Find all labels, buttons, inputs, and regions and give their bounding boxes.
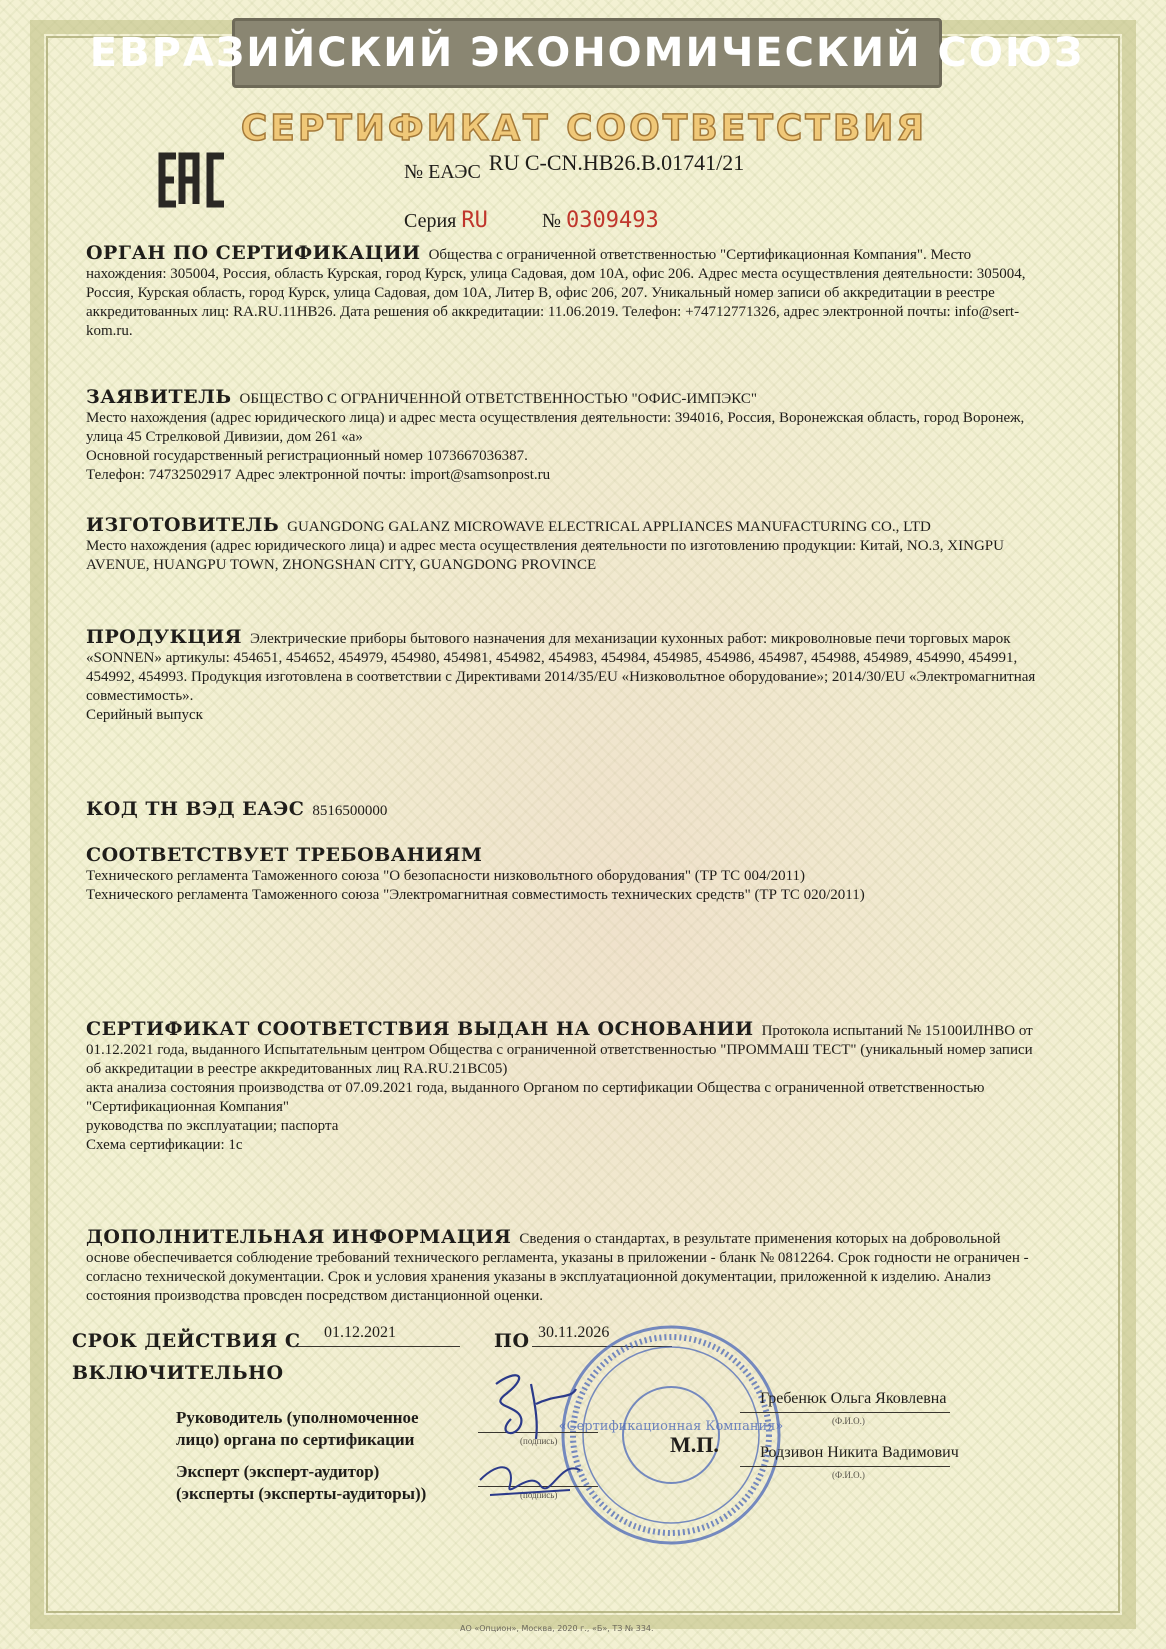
printer-footer: АО «Опцион», Москва, 2020 г., «Б», ТЗ № 334. bbox=[460, 1624, 654, 1633]
organ-heading: ОРГАН ПО СЕРТИФИКАЦИИ bbox=[86, 242, 421, 264]
manufacturer-name: GUANGDONG GALANZ MICROWAVE ELECTRICAL APPLIANCES MANUFACTURING CO., LTD bbox=[287, 519, 931, 535]
validity-to: 30.11.2026 bbox=[538, 1324, 610, 1341]
series-label: Серия bbox=[404, 210, 457, 232]
tnved-section bbox=[86, 800, 1046, 821]
additional-heading: ДОПОЛНИТЕЛЬНАЯ ИНФОРМАЦИЯ bbox=[86, 1226, 512, 1248]
organ-section bbox=[86, 244, 1046, 341]
expert-label-line-1: Эксперт (эксперт-аудитор) bbox=[176, 1462, 380, 1481]
applicant-address: Место нахождения (адрес юридического лица) и адрес места осуществления деятельности: 394016, Россия, Воронежская область, город Воронеж, улица 45 Стрелковой Дивизии, дом 261 «а» bbox=[86, 410, 1025, 445]
basis-section bbox=[86, 1020, 1046, 1155]
blank-number-value: 0309493 bbox=[565, 208, 659, 233]
complies-section bbox=[86, 846, 1046, 905]
complies-heading: СООТВЕТСТВУЕТ ТРЕБОВАНИЯМ bbox=[86, 844, 483, 866]
seal-center-text: «Сертификационная Компания» bbox=[558, 1419, 784, 1434]
head-label-line-2: лицо) органа по сертификации bbox=[176, 1430, 415, 1449]
basis-text-3: руководства по эксплуатации; паспорта bbox=[86, 1118, 339, 1134]
expert-fio-caption: (Ф.И.О.) bbox=[832, 1470, 865, 1480]
product-text: Электрические приборы бытового назначения для механизации кухонных работ: микроволновые печи торговых марок «SONNEN» артикулы: 454651, 454652, 454979, 454980, 454981, 454982, 454983, 454984, 454985, 454986, 454987, 454988, 454989, 454990, 454991, 454992, 454993. Продукция изготовлена в соответствии с Директивами 2014/35/EU «Низковольтное оборудование»; 2014/30/EU «Электромагнитная совместимость». bbox=[86, 631, 1036, 704]
basis-heading: СЕРТИФИКАТ СООТВЕТСТВИЯ ВЫДАН НА ОСНОВАНИИ bbox=[86, 1018, 754, 1040]
head-fio-caption: (Ф.И.О.) bbox=[832, 1416, 865, 1426]
tnved-heading: КОД ТН ВЭД ЕАЭС bbox=[86, 798, 305, 820]
applicant-contact: Телефон: 74732502917 Адрес электронной почты: import@samsonpost.ru bbox=[86, 467, 551, 483]
series-row bbox=[404, 208, 659, 233]
head-sign-caption: (подпись) bbox=[520, 1436, 558, 1446]
series-value: RU bbox=[461, 208, 488, 233]
applicant-ogrn: Основной государственный регистрационный номер 1073667036387. bbox=[86, 448, 528, 464]
expert-name-line bbox=[740, 1466, 950, 1467]
manufacturer-section bbox=[86, 516, 1046, 575]
expert-signature-icon bbox=[470, 1440, 590, 1510]
additional-text: Сведения о стандартах, в результате применения которых на добровольной основе обеспечивается соблюдение требований технического регламента, указаны в приложении - бланк № 0812264. Срок годности не ограничен - согласно технической документации. Срок и условия хранения указаны в эксплуатационной документации, приложенной к изделию. Анализ состояния производства провсден посредством дистанционной оценки. bbox=[86, 1231, 1029, 1304]
certificate-number-label: № ЕАЭС bbox=[404, 161, 481, 183]
head-name: Гребенюк Ольга Яковлевна bbox=[760, 1390, 947, 1407]
basis-text-4: Схема сертификации: 1с bbox=[86, 1137, 243, 1153]
applicant-name: ОБЩЕСТВО С ОГРАНИЧЕННОЙ ОТВЕТСТВЕННОСТЬЮ "ОФИС-ИМПЭКС" bbox=[239, 391, 757, 407]
manufacturer-heading: ИЗГОТОВИТЕЛЬ bbox=[86, 514, 280, 536]
stamp-place-label: М.П. bbox=[670, 1432, 719, 1457]
product-heading: ПРОДУКЦИЯ bbox=[86, 626, 242, 648]
blank-number-label: № bbox=[541, 210, 561, 232]
certificate-number-value: RU C-CN.НВ26.В.01741/21 bbox=[488, 150, 745, 175]
union-banner: ЕВРАЗИЙСКИЙ ЭКОНОМИЧЕСКИЙ СОЮЗ bbox=[232, 18, 942, 88]
additional-section bbox=[86, 1228, 1046, 1306]
validity-to-label: ПО bbox=[494, 1330, 530, 1352]
validity-label: СРОК ДЕЙСТВИЯ С bbox=[72, 1330, 301, 1352]
complies-line-2: Технического регламента Таможенного союза "Электромагнитная совместимость технических средств" (ТР ТС 020/2011) bbox=[86, 887, 865, 903]
expert-label-line-2: (эксперты (эксперты-аудиторы)) bbox=[176, 1484, 427, 1503]
complies-line-1: Технического регламента Таможенного союза "О безопасности низковольтного оборудования" (ТР ТС 004/2011) bbox=[86, 868, 806, 884]
applicant-heading: ЗАЯВИТЕЛЬ bbox=[86, 386, 232, 408]
applicant-section bbox=[86, 388, 1046, 485]
certificate-number bbox=[404, 150, 745, 184]
expert-sign-caption: (подпись) bbox=[520, 1490, 558, 1500]
manufacturer-address: Место нахождения (адрес юридического лица) и адрес места осуществления деятельности по изготовлению продукции: Китай, NO.3, XINGPU AVENUE, HUANGPU TOWN, ZHONGSHAN CITY, GUANGDONG PROVINCE bbox=[86, 538, 1004, 573]
eac-mark-icon bbox=[158, 150, 228, 210]
head-signature-icon bbox=[476, 1364, 586, 1444]
product-serial: Серийный выпуск bbox=[86, 707, 203, 723]
basis-text-2: акта анализа состояния производства от 07.09.2021 года, выданного Органом по сертификации Общества с ограниченной ответственностью "Сертификационная Компания" bbox=[86, 1080, 985, 1115]
tnved-value: 8516500000 bbox=[312, 803, 388, 819]
validity-inclusive: ВКЛЮЧИТЕЛЬНО bbox=[72, 1362, 284, 1384]
organ-text: Общества с ограниченной ответственностью "Сертификационная Компания". Место нахождения: 305004, Россия, область Курская, город Курск, улица Садовая, дом 10А, офис 206. Адрес места осуществления деятельности: 305004, Россия, Курская область, город Курск, улица Садовая, дом 10А, Литер В, офис 206, 207. Уникальный номер записи об аккредитации в реестре аккредитованных лиц: RA.RU.11НВ26. Дата решения об аккредитации: 11.06.2019. Телефон: +74712771326, адрес электронной почты: info@sert-kom.ru. bbox=[86, 247, 1026, 339]
expert-name: Родзивон Никита Вадимович bbox=[760, 1444, 959, 1461]
validity-from-line bbox=[290, 1346, 460, 1347]
validity-from: 01.12.2021 bbox=[324, 1324, 396, 1341]
product-section bbox=[86, 628, 1046, 725]
head-name-line bbox=[740, 1412, 950, 1413]
head-label-line-1: Руководитель (уполномоченное bbox=[176, 1408, 419, 1427]
certificate-title: СЕРТИФИКАТ СООТВЕТСТВИЯ bbox=[240, 108, 928, 149]
basis-text-1: Протокола испытаний № 15100ИЛНВО от 01.12.2021 года, выданного Испытательным центром Общества с ограниченной ответственностью "ПРОММАШ ТЕСТ" (уникальный номер записи об аккредитации в реестре аккредитованных лиц RA.RU.21ВС05) bbox=[86, 1023, 1033, 1077]
